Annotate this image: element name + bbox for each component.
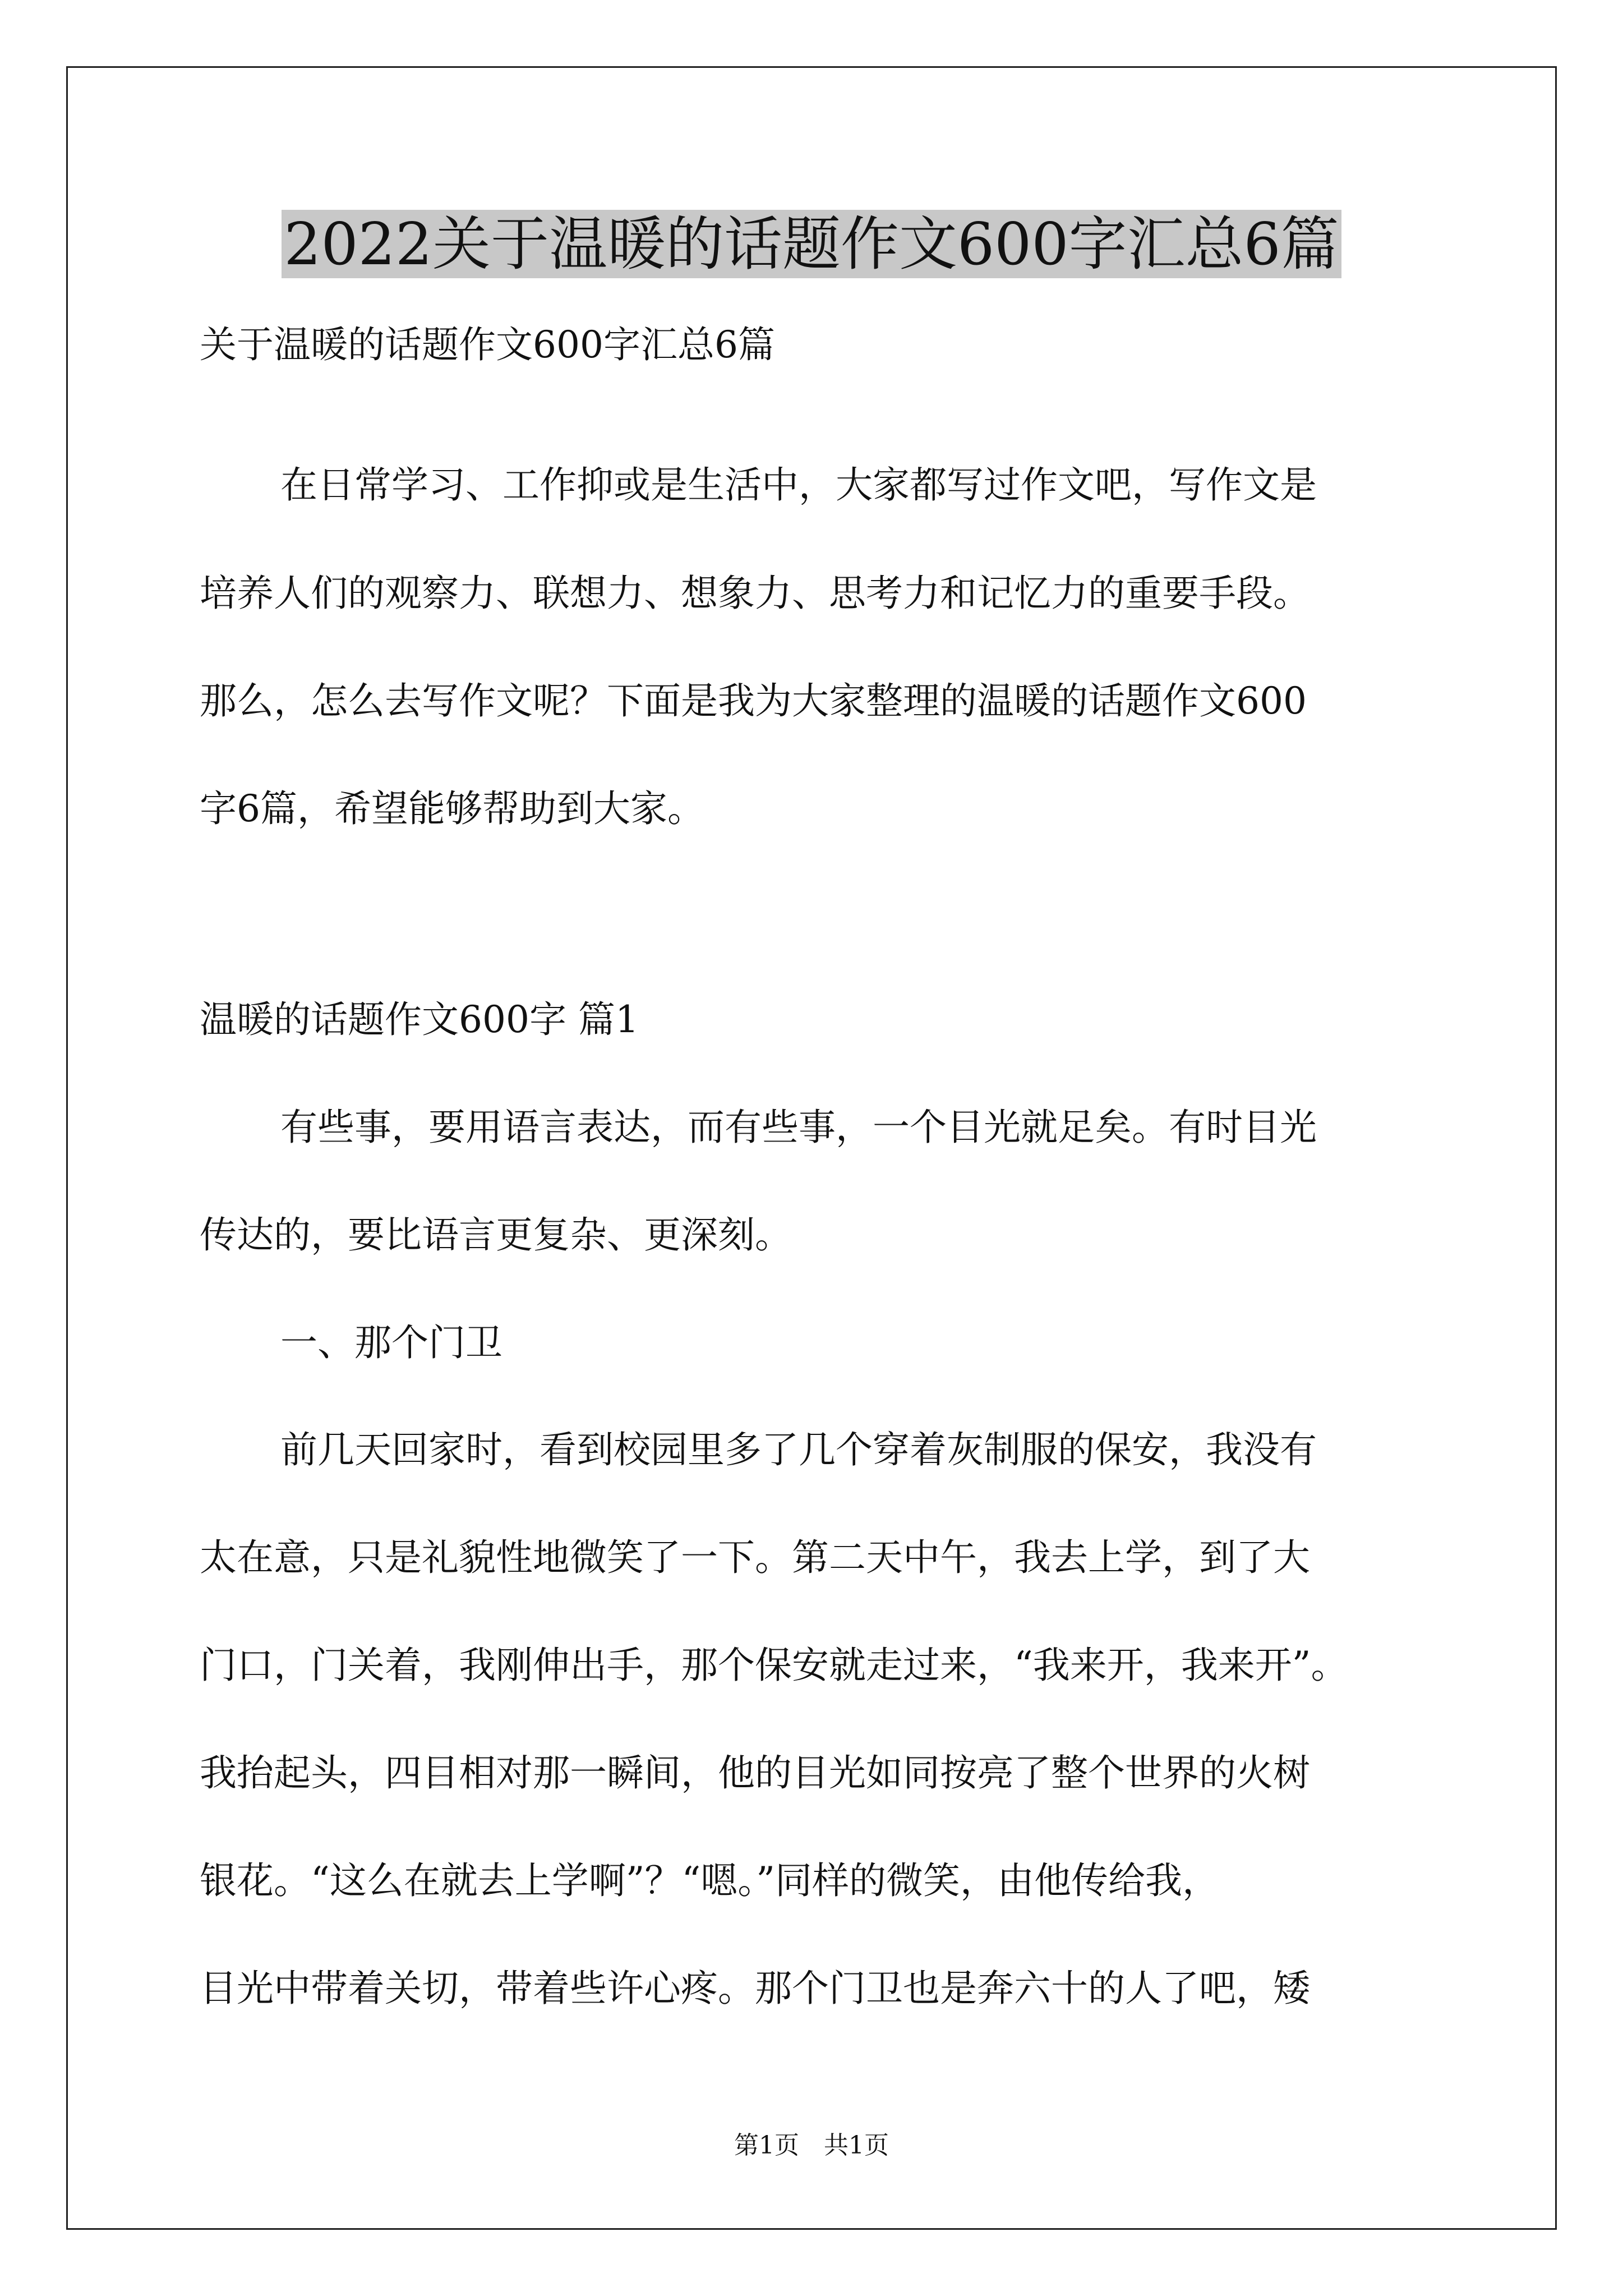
paragraph-1-line-2: 传达的，要比语言更复杂、更深刻。: [200, 1213, 792, 1257]
subtitle: 关于温暖的话题作文600字汇总6篇: [200, 323, 775, 366]
paragraph-2-line-2: 太在意，只是礼貌性地微笑了一下。第二天中午，我去上学，到了大: [200, 1536, 1310, 1579]
paragraph-2-line-6: 目光中带着关切，带着些许心疼。那个门卫也是奔六十的人了吧，矮: [200, 1967, 1310, 2010]
paragraph-2-line-3: 门口，门关着，我刚伸出手，那个保安就走过来，“我来开，我来开”。: [200, 1644, 1348, 1687]
paragraph-2-line-4: 我抬起头，四目相对那一瞬间，他的目光如同按亮了整个世界的火树: [200, 1751, 1310, 1795]
section-heading: 温暖的话题作文600字 篇1: [200, 998, 639, 1041]
page-footer: 第1页 共1页: [734, 2131, 889, 2160]
paragraph-2-line-1: 前几天回家时，看到校园里多了几个穿着灰制服的保安，我没有: [280, 1428, 1317, 1471]
intro-line-2: 培养人们的观察力、联想力、想象力、思考力和记忆力的重要手段。: [200, 572, 1310, 615]
document-title: [0, 202, 1623, 286]
paragraph-1-line-1: 有些事，要用语言表达，而有些事，一个目光就足矣。有时目光: [280, 1106, 1317, 1149]
paragraph-2-line-5: 银花。“这么在就去上学啊”？“嗯。”同样的微笑，由他传给我，: [200, 1859, 1219, 1902]
intro-line-4: 字6篇，希望能够帮助到大家。: [200, 787, 704, 830]
document-title-text: 2022关于温暖的话题作文600字汇总6篇: [282, 210, 1341, 278]
intro-line-1: 在日常学习、工作抑或是生活中，大家都写过作文吧，写作文是: [280, 463, 1317, 507]
intro-line-3: 那么，怎么去写作文呢？下面是我为大家整理的温暖的话题作文600: [200, 679, 1307, 723]
sub-heading: 一、那个门卫: [280, 1321, 502, 1364]
